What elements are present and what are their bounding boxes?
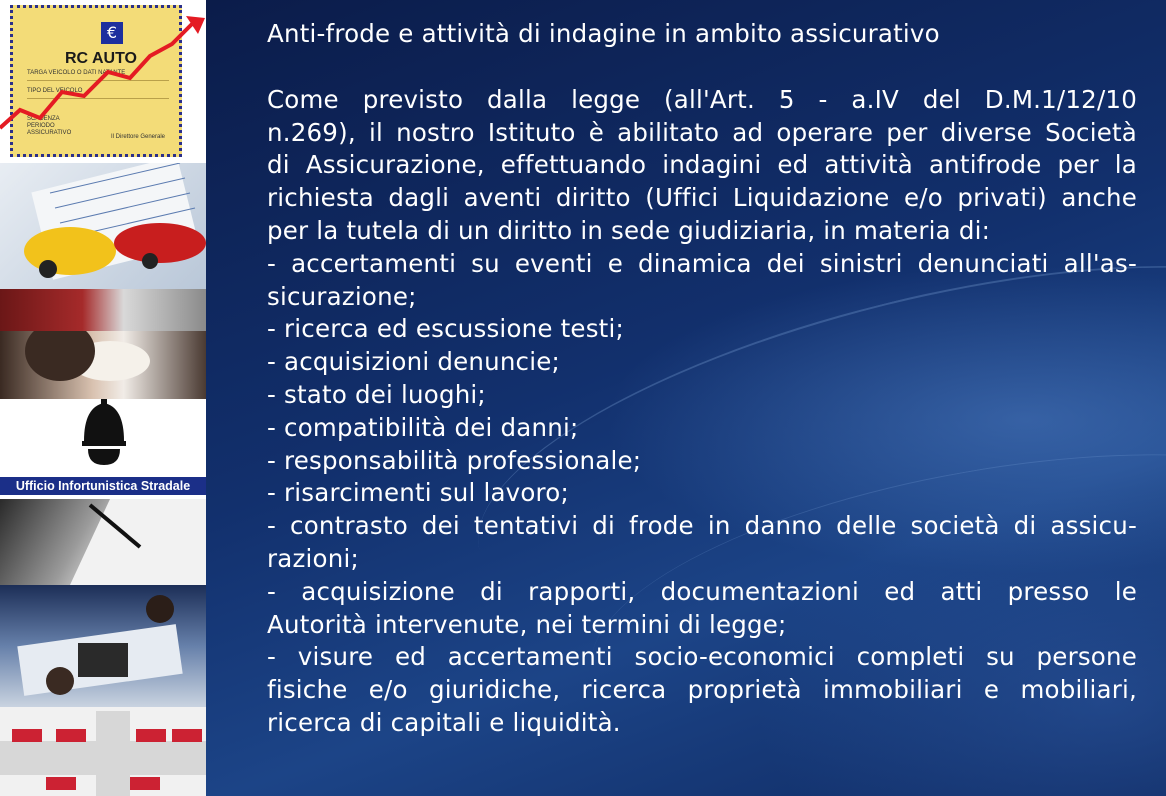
- card-field-targa: TARGA VEICOLO O DATI NATANTE: [27, 70, 126, 76]
- list-item: - acquisizioni denuncie;: [267, 347, 560, 377]
- main-content-panel: [206, 0, 1166, 796]
- list-item: - stato dei luoghi;: [267, 379, 486, 409]
- list-item: - ricerca ed escussione testi;: [267, 314, 624, 344]
- list-item: - contrasto dei tentativi di frode in danno delle società di assicu-: [267, 511, 1137, 541]
- rc-auto-card-image: [0, 0, 206, 162]
- list-item: ricerca di capitali e liquidità.: [267, 707, 621, 737]
- card-field-scadenza: SCADENZA PERIODO ASSICURATIVO: [27, 116, 72, 136]
- ufficio-infortunistica-logo: [0, 399, 206, 499]
- list-item: razioni;: [267, 543, 359, 573]
- body-line: di Assicurazione, effettuando indagini ed attività antifrode per la: [267, 150, 1137, 180]
- body-text: [267, 84, 1137, 740]
- list-item: - responsabilità professionale;: [267, 445, 642, 475]
- body-line: n.269), il nostro Istituto è abilitato ad operare per diverse Società: [267, 117, 1137, 147]
- rc-auto-title: RC AUTO: [65, 50, 137, 67]
- card-field-tipo: TIPO DEL VEICOLO: [27, 88, 83, 94]
- office-meeting-photo: [0, 585, 206, 707]
- accident-report-photo: [0, 163, 206, 289]
- list-item: - accertamenti su eventi e dinamica dei sinistri denunciati all'as-: [267, 248, 1137, 278]
- cross-road: [96, 711, 130, 796]
- image-sidebar: [0, 0, 206, 796]
- body-line: richiesta dagli aventi diritto (Uffici Liquidazione e/o privati) anche: [267, 183, 1137, 213]
- neck-brace-photo: [0, 331, 206, 399]
- list-item: Autorità intervenute, nei termini di legge;: [267, 609, 787, 639]
- vehicle-marker: [12, 729, 42, 742]
- list-item: - visure ed accertamenti socio-economici completi su persone: [267, 642, 1137, 672]
- rising-arrow-icon: [0, 0, 206, 162]
- text-content: [267, 18, 1137, 740]
- card-signature: Il Direttore Generale: [111, 134, 166, 140]
- list-item: - risarcimenti sul lavoro;: [267, 478, 569, 508]
- euro-icon: €: [101, 22, 123, 44]
- police-helmet-icon: [0, 399, 206, 477]
- body-line: Come previsto dalla legge (all'Art. 5 - a.IV del D.M.1/12/10: [267, 84, 1137, 114]
- accident-sketch-map: [0, 707, 206, 796]
- page-title: Anti-frode e attività di indagine in ambito assicurativo: [267, 19, 940, 48]
- body-line: per la tutela di un diritto in sede giudiziaria, in materia di:: [267, 215, 991, 245]
- signing-document-photo: [0, 499, 206, 585]
- vehicle-marker: [172, 729, 202, 742]
- vehicle-marker: [130, 777, 160, 790]
- vehicle-marker: [56, 729, 86, 742]
- list-item: fisiche e/o giuridiche, ricerca proprietà immobiliari e mobiliari,: [267, 675, 1137, 705]
- list-item: - compatibilità dei danni;: [267, 412, 579, 442]
- ufficio-banner: Ufficio Infortunistica Stradale: [0, 477, 206, 495]
- list-item: - acquisizione di rapporti, documentazioni ed atti presso le: [267, 576, 1137, 606]
- crashed-cars-photo: [0, 289, 206, 331]
- vehicle-marker: [136, 729, 166, 742]
- list-item: sicurazione;: [267, 281, 417, 311]
- vehicle-marker: [46, 777, 76, 790]
